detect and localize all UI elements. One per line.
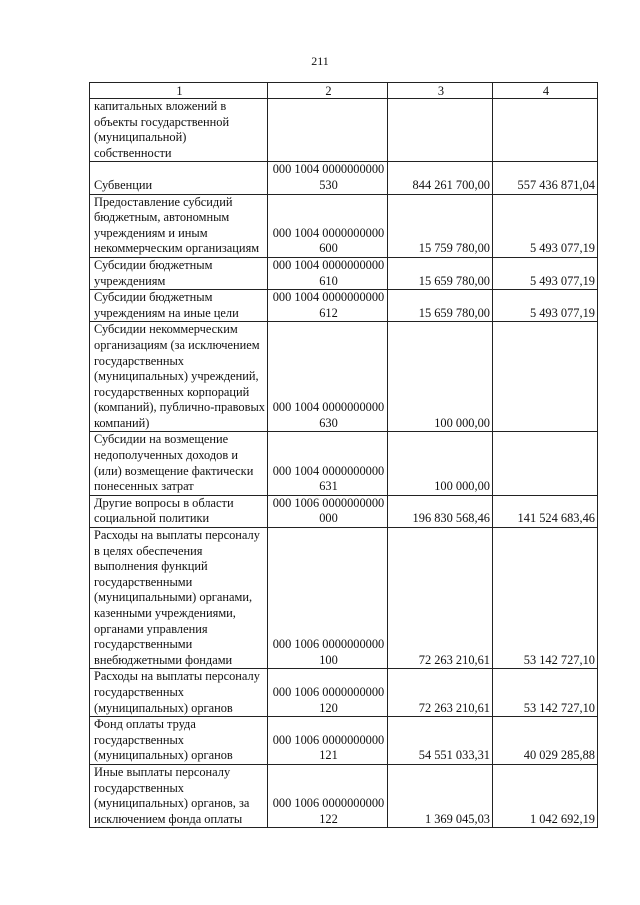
row-amount-col3: 15 659 780,00 xyxy=(388,290,493,322)
row-name: Иные выплаты персоналу государственных (муниципальных) органов, за исключением фонда оплаты xyxy=(90,764,268,827)
row-name: Расходы на выплаты персоналу государственных (муниципальных) органов xyxy=(90,669,268,717)
row-amount-col3: 196 830 568,46 xyxy=(388,495,493,527)
table-header-row xyxy=(90,83,598,99)
row-name: капитальных вложений в объекты государственной (муниципальной) собственности xyxy=(90,99,268,162)
row-code: 000 1006 0000000000 120 xyxy=(268,669,388,717)
row-amount-col4 xyxy=(493,322,598,432)
row-amount-col3: 1 369 045,03 xyxy=(388,764,493,827)
column-header-3: 3 xyxy=(388,83,493,99)
table-row xyxy=(90,495,598,527)
table-row xyxy=(90,764,598,827)
row-code: 000 1004 0000000000 530 xyxy=(268,162,388,194)
row-amount-col3: 72 263 210,61 xyxy=(388,528,493,669)
row-amount-col3: 15 659 780,00 xyxy=(388,257,493,289)
row-code: 000 1004 0000000000 631 xyxy=(268,432,388,495)
column-header-1: 1 xyxy=(90,83,268,99)
page-number: 211 xyxy=(311,54,329,68)
table-row xyxy=(90,194,598,257)
row-code: 000 1004 0000000000 610 xyxy=(268,257,388,289)
row-code: 000 1006 0000000000 121 xyxy=(268,717,388,765)
row-name: Субвенции xyxy=(90,162,268,194)
row-amount-col4: 5 493 077,19 xyxy=(493,257,598,289)
table-row xyxy=(90,528,598,669)
column-header-4: 4 xyxy=(493,83,598,99)
table-row xyxy=(90,99,598,162)
row-code xyxy=(268,99,388,162)
row-name: Предоставление субсидий бюджетным, автономным учреждениям и иным некоммерческим организациям xyxy=(90,194,268,257)
row-code: 000 1004 0000000000 630 xyxy=(268,322,388,432)
row-name: Субсидии некоммерческим организациям (за исключением государственных (муниципальных) учреждений, государственных корпораций (компаний), публично-правовых компаний) xyxy=(90,322,268,432)
row-amount-col3: 100 000,00 xyxy=(388,432,493,495)
row-amount-col4: 53 142 727,10 xyxy=(493,669,598,717)
row-amount-col4 xyxy=(493,432,598,495)
row-amount-col3: 100 000,00 xyxy=(388,322,493,432)
row-amount-col4: 141 524 683,46 xyxy=(493,495,598,527)
table-row xyxy=(90,290,598,322)
row-amount-col4: 5 493 077,19 xyxy=(493,290,598,322)
row-amount-col4: 1 042 692,19 xyxy=(493,764,598,827)
row-name: Расходы на выплаты персоналу в целях обеспечения выполнения функций государственными (муниципальными) органами, казенными учреждениями, органами управления государственными внебюджетными фондами xyxy=(90,528,268,669)
row-amount-col4: 5 493 077,19 xyxy=(493,194,598,257)
row-amount-col4: 40 029 285,88 xyxy=(493,717,598,765)
row-code: 000 1006 0000000000 122 xyxy=(268,764,388,827)
row-code: 000 1004 0000000000 600 xyxy=(268,194,388,257)
table-row xyxy=(90,669,598,717)
row-amount-col3: 15 759 780,00 xyxy=(388,194,493,257)
table-row xyxy=(90,717,598,765)
row-amount-col3: 54 551 033,31 xyxy=(388,717,493,765)
table-row xyxy=(90,257,598,289)
table-row xyxy=(90,432,598,495)
row-code: 000 1004 0000000000 612 xyxy=(268,290,388,322)
row-name: Субсидии на возмещение недополученных доходов и (или) возмещение фактически понесенных затрат xyxy=(90,432,268,495)
row-name: Другие вопросы в области социальной политики xyxy=(90,495,268,527)
row-name: Субсидии бюджетным учреждениям на иные цели xyxy=(90,290,268,322)
row-amount-col4: 557 436 871,04 xyxy=(493,162,598,194)
row-code: 000 1006 0000000000 000 xyxy=(268,495,388,527)
row-amount-col3 xyxy=(388,99,493,162)
row-amount-col4 xyxy=(493,99,598,162)
column-header-2: 2 xyxy=(268,83,388,99)
row-name: Фонд оплаты труда государственных (муниципальных) органов xyxy=(90,717,268,765)
row-amount-col3: 844 261 700,00 xyxy=(388,162,493,194)
budget-table xyxy=(89,82,598,828)
row-amount-col4: 53 142 727,10 xyxy=(493,528,598,669)
row-name: Субсидии бюджетным учреждениям xyxy=(90,257,268,289)
table-row xyxy=(90,162,598,194)
row-amount-col3: 72 263 210,61 xyxy=(388,669,493,717)
row-code: 000 1006 0000000000 100 xyxy=(268,528,388,669)
table-row xyxy=(90,322,598,432)
